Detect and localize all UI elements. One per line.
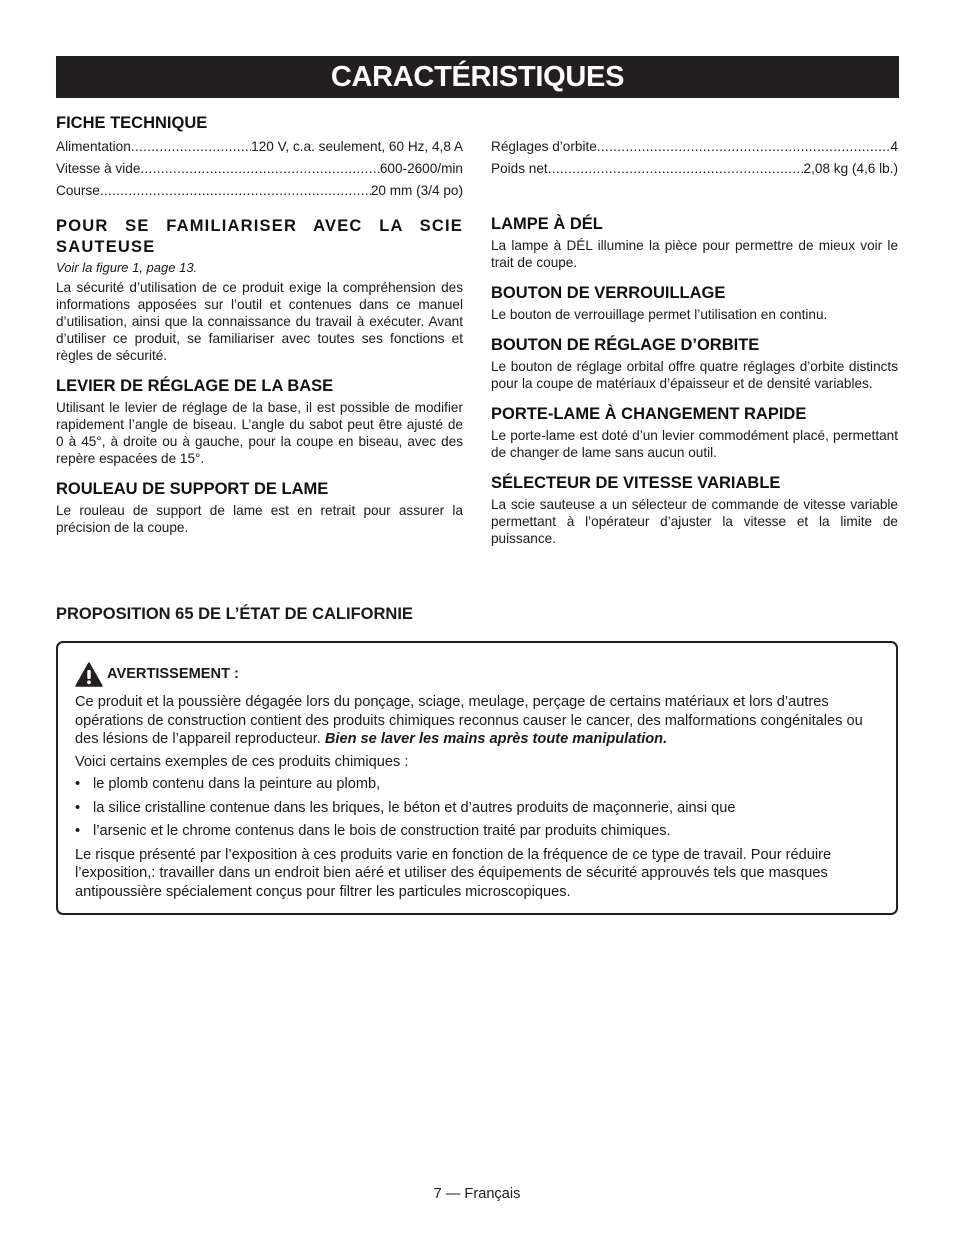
selecteur-heading: SÉLECTEUR DE VITESSE VARIABLE — [491, 474, 781, 492]
list-item-text: la silice cristalline contenue dans les briques, le béton et d’autres produits de maçonnerie, ainsi que — [93, 799, 736, 816]
lampe-body: La lampe à DÉL illumine la pièce pour permettre de mieux voir le trait de coupe. — [491, 238, 898, 270]
leader-dots — [131, 136, 251, 158]
warning-content — [75, 661, 881, 905]
right-column — [491, 136, 898, 559]
bullet-glyph: • — [75, 823, 81, 839]
leader-dots — [100, 180, 371, 202]
orbite-body: Le bouton de réglage orbital offre quatre réglages d’orbite distincts pour la coupe de matériaux d’épaisseur et de densité variables. — [491, 359, 898, 391]
list-item-text: le plomb contenu dans la peinture au plomb, — [93, 776, 381, 792]
warning-header — [75, 661, 881, 687]
warning-label: AVERTISSEMENT : — [107, 666, 239, 682]
spec-value: 2,08 kg (4,6 lb.) — [803, 161, 898, 176]
porte-lame-body: Le porte-lame est doté d’un levier commodément placé, permettant de changer de lame sans aucun outil. — [491, 428, 898, 460]
leader-dots — [597, 136, 891, 158]
fiche-technique-heading: FICHE TECHNIQUE — [56, 114, 208, 132]
warning-paragraph-2: Voici certains exemples de ces produits chimiques : — [75, 753, 409, 770]
list-item — [75, 822, 881, 841]
prop65-heading: PROPOSITION 65 DE L’ÉTAT DE CALIFORNIE — [56, 605, 413, 623]
orbite-section — [491, 335, 898, 392]
selecteur-body: La scie sauteuse a un sélecteur de commande de vitesse variable permettant à l’opérateur d’ajuster la vitesse et la limite de puissance. — [491, 497, 898, 546]
spec-row-vitesse — [56, 158, 463, 180]
rouleau-section — [56, 479, 463, 536]
spec-label: Alimentation — [56, 139, 131, 154]
verrouillage-body: Le bouton de verrouillage permet l’utilisation en continu. — [491, 307, 828, 322]
familiariser-heading: POUR SE FAMILIARISER AVEC LA SCIE SAUTEUSE — [56, 217, 463, 256]
figure-reference: Voir la figure 1, page 13. — [56, 260, 198, 275]
list-item — [75, 799, 881, 818]
verrouillage-heading: BOUTON DE VERROUILLAGE — [491, 284, 726, 302]
bullet-glyph: • — [75, 776, 81, 792]
warning-paragraph-1 — [75, 693, 881, 749]
porte-lame-section — [491, 404, 898, 461]
lampe-section — [491, 214, 898, 271]
warning-paragraph-3: Le risque présenté par l’exposition à ces produits varie en fonction de la fréquence de ce type de travail. Pour réduire l’exposition,: travailler dans un endroit bien aéré et utiliser des équipements de sécurité approuvés tels que masques antipoussière spécialement conçus pour filtrer les particules microscopiques. — [75, 846, 832, 900]
fiche-technique-continued — [491, 136, 898, 180]
warning-para1-text: Ce produit et la poussière dégagée lors du ponçage, sciage, meulage, perçage de certains matériaux et lors d’autres opérations de construction contient des produits chimiques reconnus causer le cancer, des malformations congénitales ou des lésions de l’appareil reproducteur. — [75, 694, 863, 747]
leader-dots — [140, 158, 379, 180]
spec-value: 120 V, c.a. seulement, 60 Hz, 4,8 A — [251, 139, 463, 154]
spec-label: Course — [56, 183, 100, 198]
warning-box — [56, 641, 898, 915]
spec-value: 600-2600/min — [379, 161, 463, 176]
rouleau-heading: ROULEAU DE SUPPORT DE LAME — [56, 480, 329, 498]
spec-row-alimentation — [56, 136, 463, 158]
page-title: CARACTÉRISTIQUES — [56, 56, 899, 98]
lampe-heading: LAMPE À DÉL — [491, 215, 603, 233]
levier-section — [56, 376, 463, 467]
spec-label: Vitesse à vide — [56, 161, 141, 176]
verrouillage-section — [491, 283, 898, 323]
selecteur-section — [491, 473, 898, 547]
list-item-text: l’arsenic et le chrome contenus dans le bois de construction traité par produits chimiques. — [93, 823, 671, 839]
orbite-heading: BOUTON DE RÉGLAGE D’ORBITE — [491, 336, 760, 354]
leader-dots — [548, 158, 804, 180]
page-footer: 7 — Français — [433, 1186, 521, 1202]
rouleau-body: Le rouleau de support de lame est en retrait pour assurer la précision de la coupe. — [56, 503, 463, 535]
spec-value: 20 mm (3/4 po) — [370, 183, 463, 198]
spec-label: Réglages d’orbite — [491, 139, 597, 154]
fiche-technique-section — [56, 113, 463, 202]
levier-body: Utilisant le levier de réglage de la base, il est possible de modifier rapidement l’angle de biseau. L’angle du sabot peut être ajusté de 0 à 45°, à droite ou à gauche, pour la coupe en biseau, avec des repère espacées de 15°. — [56, 400, 463, 466]
familiariser-body: La sécurité d’utilisation de ce produit exige la compréhension des informations apposées sur l’outil et contenues dans ce manuel d’utilisation, ainsi que la connaissance du travail à exécuter. Avant d’utiliser ce produit, se familiariser avec toutes ses fonctions et règles de sécurité. — [56, 280, 463, 363]
left-column — [56, 113, 463, 548]
spec-row-course — [56, 180, 463, 202]
porte-lame-heading: PORTE-LAME À CHANGEMENT RAPIDE — [491, 405, 807, 423]
spec-value: 4 — [890, 139, 898, 154]
spec-label: Poids net — [491, 161, 548, 176]
familiariser-section — [56, 216, 463, 364]
spec-row-poids — [491, 158, 898, 180]
list-item — [75, 775, 881, 794]
levier-heading: LEVIER DE RÉGLAGE DE LA BASE — [56, 377, 334, 395]
warning-triangle-icon — [75, 662, 103, 687]
spec-row-reglages-orbite — [491, 136, 898, 158]
bullet-glyph: • — [75, 799, 81, 816]
warning-para1-emphasis: Bien se laver les mains après toute manipulation. — [324, 731, 668, 747]
